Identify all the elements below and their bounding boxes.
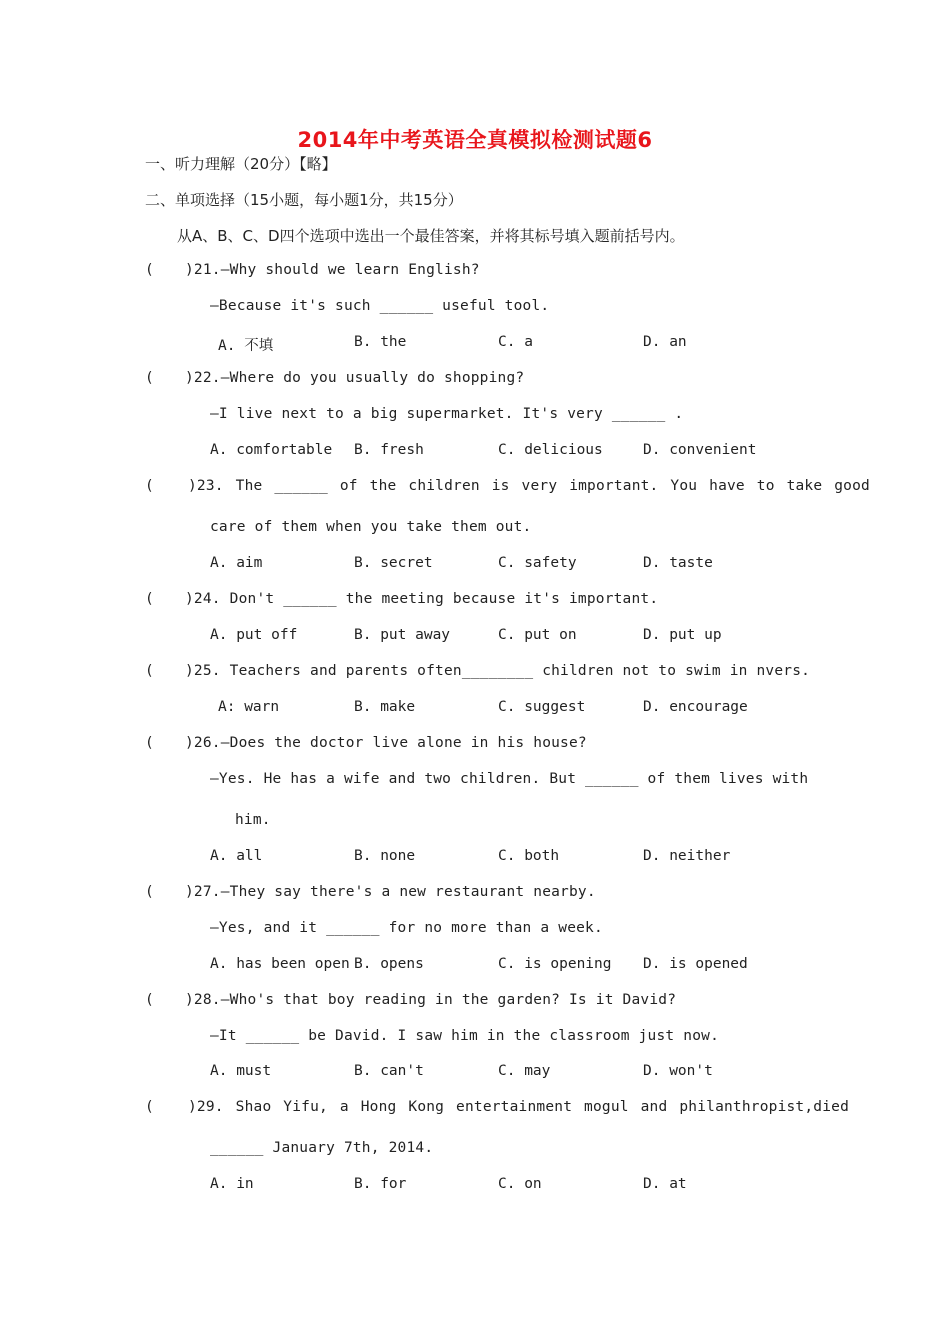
option-21-a: A. 不填: [218, 338, 274, 354]
option-26-b: B. none: [354, 848, 416, 864]
answer-paren: (: [145, 663, 154, 679]
option-24-c: C. put on: [498, 627, 577, 643]
question-28-line2: —It ______ be David. I saw him in the classroom just now.: [210, 1028, 719, 1044]
question-26-line3: him.: [235, 812, 271, 828]
question-29: )29. Shao Yifu, a Hong Kong entertainment mogul and philanthropist,died: [188, 1099, 850, 1115]
option-27-d: D. is opened: [643, 956, 748, 972]
option-28-a: A. must: [210, 1063, 272, 1079]
option-27-b: B. opens: [354, 956, 424, 972]
question-26: )26.—Does the doctor live alone in his house?: [185, 735, 587, 751]
answer-paren: (: [145, 262, 154, 278]
section-single-choice: 二、单项选择（15小题，每小题1分，共15分）: [145, 191, 463, 209]
answer-paren: (: [145, 370, 154, 386]
answer-paren: (: [145, 992, 154, 1008]
question-25: )25. Teachers and parents often________ children not to swim in nvers.: [185, 663, 811, 679]
question-22-line2: —I live next to a big supermarket. It's very ______ .: [210, 406, 684, 422]
option-21-c: C. a: [498, 334, 533, 350]
option-29-c: C. on: [498, 1176, 542, 1192]
option-27-a: A. has been open: [210, 956, 350, 972]
question-27: )27.—They say there's a new restaurant nearby.: [185, 884, 596, 900]
question-22: )22.—Where do you usually do shopping?: [185, 370, 525, 386]
option-21-b: B. the: [354, 334, 407, 350]
answer-paren: (: [145, 1099, 154, 1115]
option-28-d: D. won't: [643, 1063, 713, 1079]
option-29-b: B. for: [354, 1176, 407, 1192]
option-24-d: D. put up: [643, 627, 722, 643]
answer-paren: (: [145, 735, 154, 751]
question-26-line2: —Yes. He has a wife and two children. But ______ of them lives with: [210, 771, 809, 787]
question-27-line2: —Yes, and it ______ for no more than a week.: [210, 920, 603, 936]
option-29-d: D. at: [643, 1176, 687, 1192]
option-26-c: C. both: [498, 848, 560, 864]
question-28: )28.—Who's that boy reading in the garden? Is it David?: [185, 992, 677, 1008]
page-title: 2014年中考英语全真模拟检测试题6: [297, 128, 653, 152]
option-23-c: C. safety: [498, 555, 577, 571]
option-21-d: D. an: [643, 334, 687, 350]
section-instruction: 从A、B、C、D四个选项中选出一个最佳答案，并将其标号填入题前括号内。: [177, 227, 685, 245]
option-29-a: A. in: [210, 1176, 254, 1192]
option-24-a: A. put off: [210, 627, 298, 643]
question-21-line2: —Because it's such ______ useful tool.: [210, 298, 550, 314]
option-26-a: A. all: [210, 848, 263, 864]
option-23-b: B. secret: [354, 555, 433, 571]
option-25-a: A: warn: [218, 699, 280, 715]
option-28-c: C. may: [498, 1063, 551, 1079]
option-22-a: A. comfortable: [210, 442, 333, 458]
option-24-b: B. put away: [354, 627, 451, 643]
option-25-c: C. suggest: [498, 699, 586, 715]
question-23-line2: care of them when you take them out.: [210, 519, 532, 535]
option-25-b: B. make: [354, 699, 416, 715]
section-listening: 一、听力理解（20分）【略】: [145, 155, 337, 173]
option-27-c: C. is opening: [498, 956, 612, 972]
option-28-b: B. can't: [354, 1063, 424, 1079]
question-29-line2: ______ January 7th, 2014.: [210, 1140, 434, 1156]
question-21: )21.—Why should we learn English?: [185, 262, 480, 278]
answer-paren: (: [145, 478, 154, 494]
option-25-d: D. encourage: [643, 699, 748, 715]
answer-paren: (: [145, 884, 154, 900]
question-23: )23. The ______ of the children is very important. You have to take good: [188, 478, 870, 494]
answer-paren: (: [145, 591, 154, 607]
question-24: )24. Don't ______ the meeting because it's important.: [185, 591, 659, 607]
option-23-d: D. taste: [643, 555, 713, 571]
option-22-d: D. convenient: [643, 442, 757, 458]
option-23-a: A. aim: [210, 555, 263, 571]
option-26-d: D. neither: [643, 848, 731, 864]
option-22-c: C. delicious: [498, 442, 603, 458]
option-22-b: B. fresh: [354, 442, 424, 458]
